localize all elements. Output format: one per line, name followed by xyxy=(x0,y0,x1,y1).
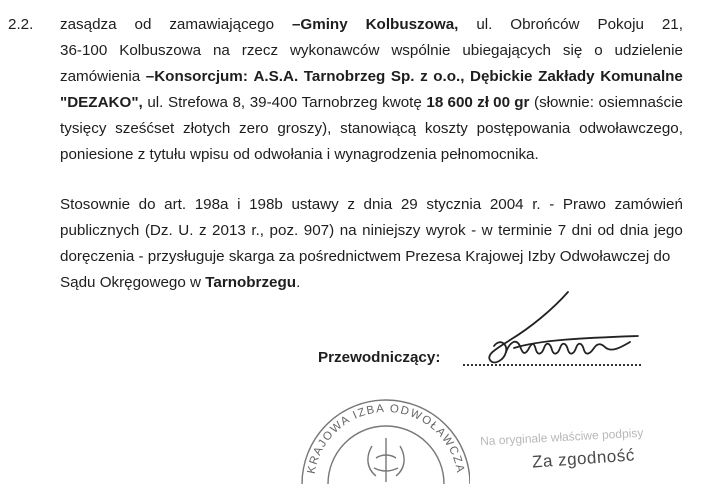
word: z xyxy=(347,196,355,213)
word: art. xyxy=(164,196,187,213)
word: Zakłady xyxy=(538,68,595,85)
word: dni xyxy=(571,222,592,239)
word: 198a xyxy=(194,196,229,213)
word: - xyxy=(471,222,477,239)
word: złotych xyxy=(183,120,231,137)
word: Pokoju xyxy=(597,16,644,33)
signature-scribble xyxy=(470,290,650,380)
item-number: 2.2. xyxy=(8,16,34,33)
paragraph-1-line-5 xyxy=(60,120,683,138)
paragraph-2-line-2 xyxy=(60,222,683,240)
word: Komunalne xyxy=(600,68,683,85)
word: ul. xyxy=(147,94,164,111)
word: - xyxy=(549,196,555,213)
word: wyrok xyxy=(425,222,466,239)
paragraph-1-line-3 xyxy=(60,68,683,86)
word: w xyxy=(481,222,493,239)
word: Kolbuszowa, xyxy=(365,16,459,33)
word: dnia xyxy=(363,196,393,213)
word: sześćset xyxy=(115,120,175,137)
word: 8, xyxy=(232,94,246,111)
word: stycznia xyxy=(426,196,482,213)
word: 2013 xyxy=(212,222,246,239)
word: ustawy xyxy=(291,196,339,213)
word: na xyxy=(212,42,230,59)
word: dnia xyxy=(619,222,649,239)
word: "DEZAKO", xyxy=(60,94,143,111)
word: poz. xyxy=(269,222,299,239)
word: tysięcy xyxy=(60,120,107,137)
word: z xyxy=(198,222,207,239)
word: 198b xyxy=(249,196,283,213)
original-signatures-note: Na oryginale właściwe podpisy xyxy=(479,425,644,449)
word: publicznych xyxy=(60,222,140,239)
court-city: Tarnobrzegu xyxy=(205,274,297,291)
word: Strefowa xyxy=(167,94,228,111)
word: –Gminy xyxy=(291,16,348,33)
paragraph-2-line-3: doręczenia - przysługuje skarga za pośrednictwem Prezesa Krajowej Izby Odwoławczej do xyxy=(60,248,671,265)
court-text: Sądu Okręgowego w xyxy=(60,274,206,291)
word: Obrońców xyxy=(510,16,580,33)
word: 7 xyxy=(557,222,567,239)
period: . xyxy=(296,274,301,291)
word: wspólnie xyxy=(391,42,451,59)
word: do xyxy=(138,196,156,213)
word: 907) xyxy=(303,222,335,239)
word: udzielenie xyxy=(614,42,683,59)
word: Dębickie xyxy=(470,68,533,85)
word: ubiegających xyxy=(462,42,551,59)
paragraph-1-line-1 xyxy=(60,16,683,34)
word: stanowiącą xyxy=(340,120,417,137)
word: jego xyxy=(654,222,683,239)
word: (słownie: xyxy=(534,94,594,111)
word: ul. xyxy=(476,16,493,33)
word: wykonawców xyxy=(289,42,380,59)
word: z xyxy=(420,68,428,85)
word: Kolbuszowa xyxy=(119,42,202,59)
amount: 18 600 zł 00 gr xyxy=(426,94,530,111)
word: zero xyxy=(239,120,269,137)
word: od xyxy=(134,16,152,33)
word: 21, xyxy=(661,16,683,33)
word: (Dz. xyxy=(144,222,173,239)
word: groszy), xyxy=(277,120,332,137)
word: r. xyxy=(532,196,541,213)
official-seal-stamp xyxy=(300,372,470,484)
word: niniejszy xyxy=(362,222,421,239)
word: 39-400 xyxy=(249,94,298,111)
paragraph-2-line-4 xyxy=(60,274,300,292)
word: się xyxy=(562,42,583,59)
word: terminie xyxy=(498,222,553,239)
word: o xyxy=(594,42,603,59)
word: od xyxy=(597,222,615,239)
word: Stosownie xyxy=(60,196,131,213)
word: osiemnaście xyxy=(598,94,683,111)
word: zamówienia xyxy=(60,68,141,85)
word: A.S.A. xyxy=(253,68,299,85)
certified-copy-stamp: Za zgodność xyxy=(531,445,636,472)
word: zasądza xyxy=(60,16,117,33)
paragraph-1-line-6: poniesione z tytułu wpisu od odwołania i wynagrodzenia pełnomocnika. xyxy=(60,146,539,163)
word: zamówień xyxy=(614,196,683,213)
word: na xyxy=(339,222,357,239)
word: odwoławczego, xyxy=(579,120,683,137)
word: Tarnobrzeg xyxy=(303,68,386,85)
word: 36-100 xyxy=(60,42,108,59)
word: Tarnobrzeg xyxy=(301,94,378,111)
word: o.o., xyxy=(433,68,465,85)
word: Sp. xyxy=(390,68,415,85)
word: koszty xyxy=(424,120,468,137)
word: r., xyxy=(251,222,265,239)
word: zamawiającego xyxy=(169,16,275,33)
word: –Konsorcjum: xyxy=(145,68,248,85)
paragraph-1-line-4 xyxy=(60,94,683,112)
word: Prawo xyxy=(562,196,606,213)
word: postępowania xyxy=(476,120,571,137)
word: 29 xyxy=(400,196,418,213)
word: i xyxy=(237,196,241,213)
word: 2004 xyxy=(489,196,524,213)
chairman-label: Przewodniczący: xyxy=(318,349,441,366)
stamp-text: KRAJOWA IZBA ODWOŁAWCZA xyxy=(305,402,467,475)
word: rzecz xyxy=(241,42,279,59)
paragraph-1-line-2 xyxy=(60,42,683,60)
paragraph-2-line-1 xyxy=(60,196,683,214)
word: U. xyxy=(178,222,194,239)
word: kwotę xyxy=(382,94,422,111)
